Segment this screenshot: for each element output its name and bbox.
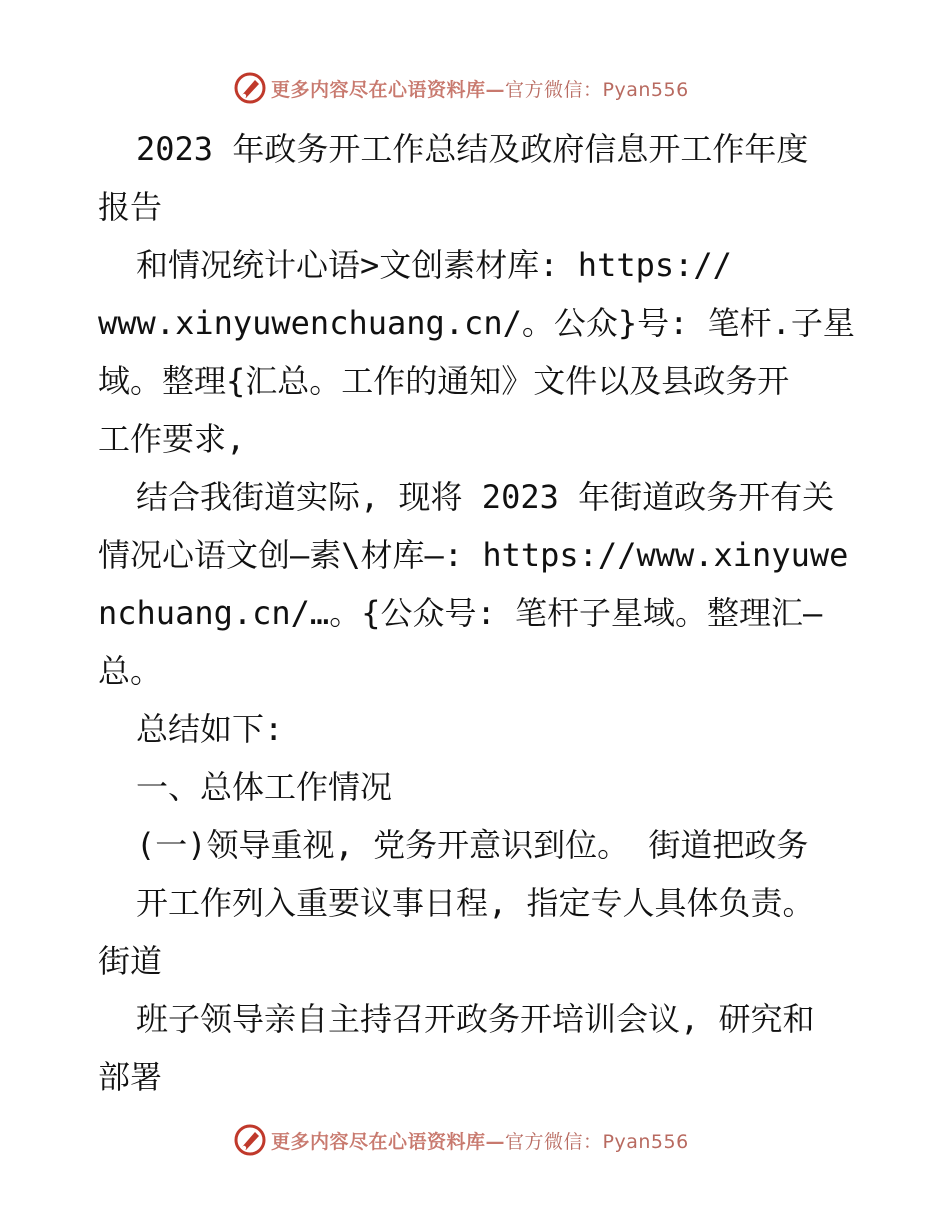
paragraph-line: 域。整理{汇总。工作的通知》文件以及县政务开 <box>98 362 790 400</box>
footer-dash: — <box>485 1130 506 1153</box>
footer-banner <box>233 1120 753 1160</box>
paragraph-line: 街道 <box>98 942 163 980</box>
paragraph-line: 开工作列入重要议事日程, 指定专人具体负责。 <box>136 884 815 922</box>
paragraph-line: (一)领导重视, 党务开意识到位。 街道把政务 <box>136 826 809 864</box>
title-line-1: 2023 年政务开工作总结及政府信息开工作年度 <box>136 130 809 168</box>
paragraph-line: 总结如下: <box>136 710 284 748</box>
pen-logo-icon <box>233 71 267 105</box>
paragraph-line: 和情况统计心语>文创素材库: https:// <box>136 246 732 284</box>
paragraph-line: 班子领导亲自主持召开政务开培训会议, 研究和 <box>136 1000 815 1038</box>
footer-site-text: 更多内容尽在心语资料库 <box>271 1130 486 1153</box>
paragraph-line: www.xinyuwenchuang.cn/。公众}号: 笔杆.子星 <box>98 304 855 342</box>
header-banner <box>233 68 753 108</box>
title-line-2: 报告 <box>98 188 163 226</box>
paragraph-line: nchuang.cn/…。{公众号: 笔杆子星域。整理汇— <box>98 594 823 632</box>
paragraph-line: 情况心语文创—素\材库—: https://www.xinyuwe <box>98 536 849 574</box>
paragraph-line: 部署 <box>98 1058 163 1096</box>
footer-wechat-text: 官方微信：Pyan556 <box>505 1130 689 1153</box>
header-wechat-text: 官方微信：Pyan556 <box>505 78 689 101</box>
paragraph-line: 总。 <box>98 652 163 690</box>
section-heading: 一、总体工作情况 <box>136 768 393 806</box>
header-site-text: 更多内容尽在心语资料库 <box>271 78 486 101</box>
paragraph-line: 结合我街道实际, 现将 2023 年街道政务开有关 <box>136 478 835 516</box>
paragraph-line: 工作要求, <box>98 420 246 458</box>
pen-logo-icon <box>233 1123 267 1157</box>
document-body <box>98 120 858 1106</box>
header-dash: — <box>485 78 506 101</box>
